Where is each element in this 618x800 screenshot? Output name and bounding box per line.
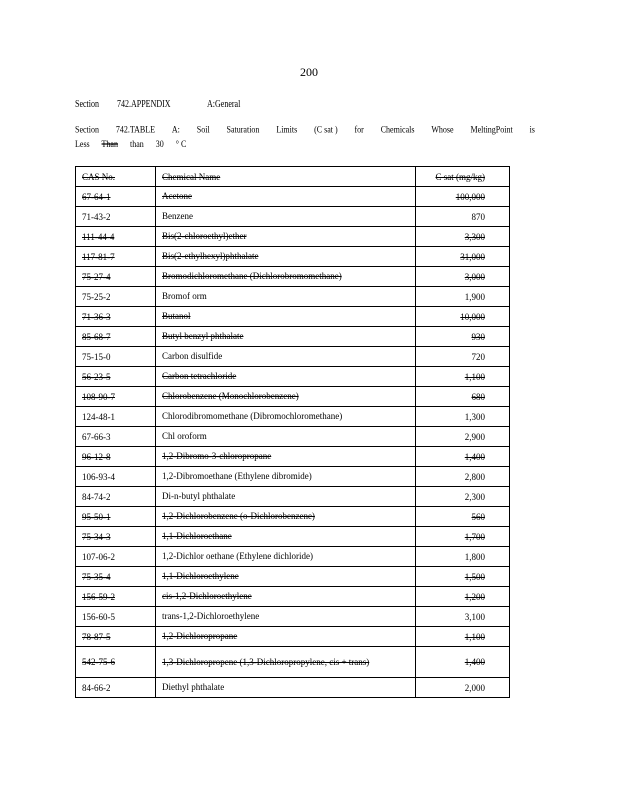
title-word: Whose bbox=[431, 124, 454, 135]
table-row bbox=[76, 227, 510, 247]
table-title-line-1 bbox=[75, 123, 535, 137]
table-row bbox=[76, 367, 510, 387]
cell-cas: 542-75-6 bbox=[76, 647, 156, 678]
cell-cas: 71-43-2 bbox=[76, 207, 156, 227]
title-word: Limits bbox=[276, 124, 298, 135]
cell-csat: 2,900 bbox=[416, 427, 510, 447]
cell-name: Benzene bbox=[156, 207, 416, 227]
cell-csat: 100,000 bbox=[416, 187, 510, 207]
table-row bbox=[76, 647, 510, 678]
table-title bbox=[75, 123, 535, 152]
table-row bbox=[76, 507, 510, 527]
cell-csat: 560 bbox=[416, 507, 510, 527]
title-word: is bbox=[529, 124, 535, 135]
cell-name: Bromodichloromethane (Dichlorobromomethane) bbox=[156, 267, 416, 287]
cell-cas: 78-87-5 bbox=[76, 627, 156, 647]
cell-cas: 84-66-2 bbox=[76, 678, 156, 698]
cell-csat: 1,300 bbox=[416, 407, 510, 427]
cell-cas: 156-59-2 bbox=[76, 587, 156, 607]
cell-name: Carbon tetrachloride bbox=[156, 367, 416, 387]
cell-cas: 75-35-4 bbox=[76, 567, 156, 587]
cell-csat: 1,100 bbox=[416, 627, 510, 647]
cell-name: 1,2-Dichlor oethane (Ethylene dichloride) bbox=[156, 547, 416, 567]
cell-name: Diethyl phthalate bbox=[156, 678, 416, 698]
cell-cas: 56-23-5 bbox=[76, 367, 156, 387]
cell-csat: 2,000 bbox=[416, 678, 510, 698]
cell-csat: 3,300 bbox=[416, 227, 510, 247]
title-word: ° C bbox=[175, 138, 187, 150]
cell-name: 1,2-Dichloropropane bbox=[156, 627, 416, 647]
table-row bbox=[76, 627, 510, 647]
cell-csat: 3,100 bbox=[416, 607, 510, 627]
cell-cas: 67-66-3 bbox=[76, 427, 156, 447]
title-word: 742.TABLE bbox=[115, 124, 156, 135]
table-row bbox=[76, 387, 510, 407]
column-header-cas: CAS No. bbox=[76, 167, 156, 187]
table-row bbox=[76, 447, 510, 467]
title-word: Less bbox=[75, 138, 90, 150]
table-row bbox=[76, 607, 510, 627]
table-row bbox=[76, 327, 510, 347]
cell-name: Bromof orm bbox=[156, 287, 416, 307]
table-row bbox=[76, 187, 510, 207]
title-word: MeltingPoint bbox=[470, 124, 513, 135]
cell-name: Carbon disulfide bbox=[156, 347, 416, 367]
cell-name: Chlorobenzene (Monochlorobenzene) bbox=[156, 387, 416, 407]
cell-csat: 1,900 bbox=[416, 287, 510, 307]
table-row bbox=[76, 347, 510, 367]
cell-csat: 2,300 bbox=[416, 487, 510, 507]
cell-csat: 1,500 bbox=[416, 567, 510, 587]
cell-cas: 156-60-5 bbox=[76, 607, 156, 627]
title-word: Chemicals bbox=[380, 124, 415, 135]
column-header-csat: C sat (mg/kg) bbox=[416, 167, 510, 187]
table-row bbox=[76, 547, 510, 567]
table-row bbox=[76, 287, 510, 307]
cell-csat: 31,000 bbox=[416, 247, 510, 267]
cell-csat: 1,400 bbox=[416, 647, 510, 678]
cell-name: Butyl benzyl phthalate bbox=[156, 327, 416, 347]
table-row bbox=[76, 247, 510, 267]
title-word: A: bbox=[171, 124, 180, 135]
cell-name: 1,1-Dichloroethane bbox=[156, 527, 416, 547]
cell-csat: 720 bbox=[416, 347, 510, 367]
cell-cas: 67-64-1 bbox=[76, 187, 156, 207]
cell-csat: 10,000 bbox=[416, 307, 510, 327]
cell-name: Acetone bbox=[156, 187, 416, 207]
column-header-name: Chemical Name bbox=[156, 167, 416, 187]
cell-name: 1,2-Dichlorobenzene (o-Dichlorobenzene) bbox=[156, 507, 416, 527]
table-row bbox=[76, 307, 510, 327]
table-row bbox=[76, 587, 510, 607]
cell-cas: 84-74-2 bbox=[76, 487, 156, 507]
cell-csat: 870 bbox=[416, 207, 510, 227]
title-word: Saturation bbox=[226, 124, 260, 135]
cell-csat: 2,800 bbox=[416, 467, 510, 487]
title-word: (C sat ) bbox=[314, 124, 338, 135]
cell-cas: 117-81-7 bbox=[76, 247, 156, 267]
cell-csat: 1,700 bbox=[416, 527, 510, 547]
table-header-row bbox=[76, 167, 510, 187]
table-row bbox=[76, 467, 510, 487]
cell-csat: 680 bbox=[416, 387, 510, 407]
cell-name: Butanol bbox=[156, 307, 416, 327]
table-row bbox=[76, 527, 510, 547]
cell-cas: 96-12-8 bbox=[76, 447, 156, 467]
title-word: Soil bbox=[196, 124, 210, 135]
cell-cas: 75-34-3 bbox=[76, 527, 156, 547]
cell-cas: 85-68-7 bbox=[76, 327, 156, 347]
section-part: 742.APPENDIX bbox=[117, 98, 171, 110]
cell-name: cis-1,2-Dichloroethylene bbox=[156, 587, 416, 607]
section-heading bbox=[75, 98, 240, 109]
table-row bbox=[76, 207, 510, 227]
title-word: for bbox=[354, 124, 364, 135]
cell-name: Chlorodibromomethane (Dibromochloromethane) bbox=[156, 407, 416, 427]
cell-name: 1,3-Dichloropropene (1,3-Dichloropropylene, cis + trans) bbox=[156, 647, 416, 678]
cell-cas: 75-15-0 bbox=[76, 347, 156, 367]
cell-csat: 930 bbox=[416, 327, 510, 347]
cell-name: 1,1-Dichloroethylene bbox=[156, 567, 416, 587]
cell-name: Bis(2-ethylhexyl)phthalate bbox=[156, 247, 416, 267]
cell-cas: 95-50-1 bbox=[76, 507, 156, 527]
cell-cas: 124-48-1 bbox=[76, 407, 156, 427]
cell-name: Di-n-butyl phthalate bbox=[156, 487, 416, 507]
cell-csat: 1,200 bbox=[416, 587, 510, 607]
table-row bbox=[76, 267, 510, 287]
cell-name: Bis(2-chloroethyl)ether bbox=[156, 227, 416, 247]
section-title: A:General bbox=[207, 98, 241, 110]
title-word: Than bbox=[101, 138, 118, 150]
cell-csat: 1,400 bbox=[416, 447, 510, 467]
cell-cas: 71-36-3 bbox=[76, 307, 156, 327]
cell-cas: 111-44-4 bbox=[76, 227, 156, 247]
cell-cas: 106-93-4 bbox=[76, 467, 156, 487]
table-row bbox=[76, 427, 510, 447]
table-row bbox=[76, 678, 510, 698]
cell-name: Chl oroform bbox=[156, 427, 416, 447]
table-row bbox=[76, 567, 510, 587]
cell-name: trans-1,2-Dichloroethylene bbox=[156, 607, 416, 627]
table-title-line-2 bbox=[75, 137, 535, 151]
title-word: than bbox=[129, 138, 144, 150]
cell-csat: 1,100 bbox=[416, 367, 510, 387]
cell-name: 1,2-Dibromoethane (Ethylene dibromide) bbox=[156, 467, 416, 487]
cell-cas: 108-90-7 bbox=[76, 387, 156, 407]
table-row bbox=[76, 407, 510, 427]
cell-cas: 75-27-4 bbox=[76, 267, 156, 287]
table-row bbox=[76, 487, 510, 507]
cell-name: 1,2-Dibromo-3-chloropropane bbox=[156, 447, 416, 467]
soil-saturation-table bbox=[75, 166, 510, 698]
section-label: Section bbox=[75, 98, 99, 110]
cell-cas: 75-25-2 bbox=[76, 287, 156, 307]
cell-csat: 1,800 bbox=[416, 547, 510, 567]
page-number: 200 bbox=[300, 65, 318, 79]
title-word: 30 bbox=[155, 138, 164, 150]
title-word: Section bbox=[75, 124, 99, 135]
cell-csat: 3,000 bbox=[416, 267, 510, 287]
cell-cas: 107-06-2 bbox=[76, 547, 156, 567]
